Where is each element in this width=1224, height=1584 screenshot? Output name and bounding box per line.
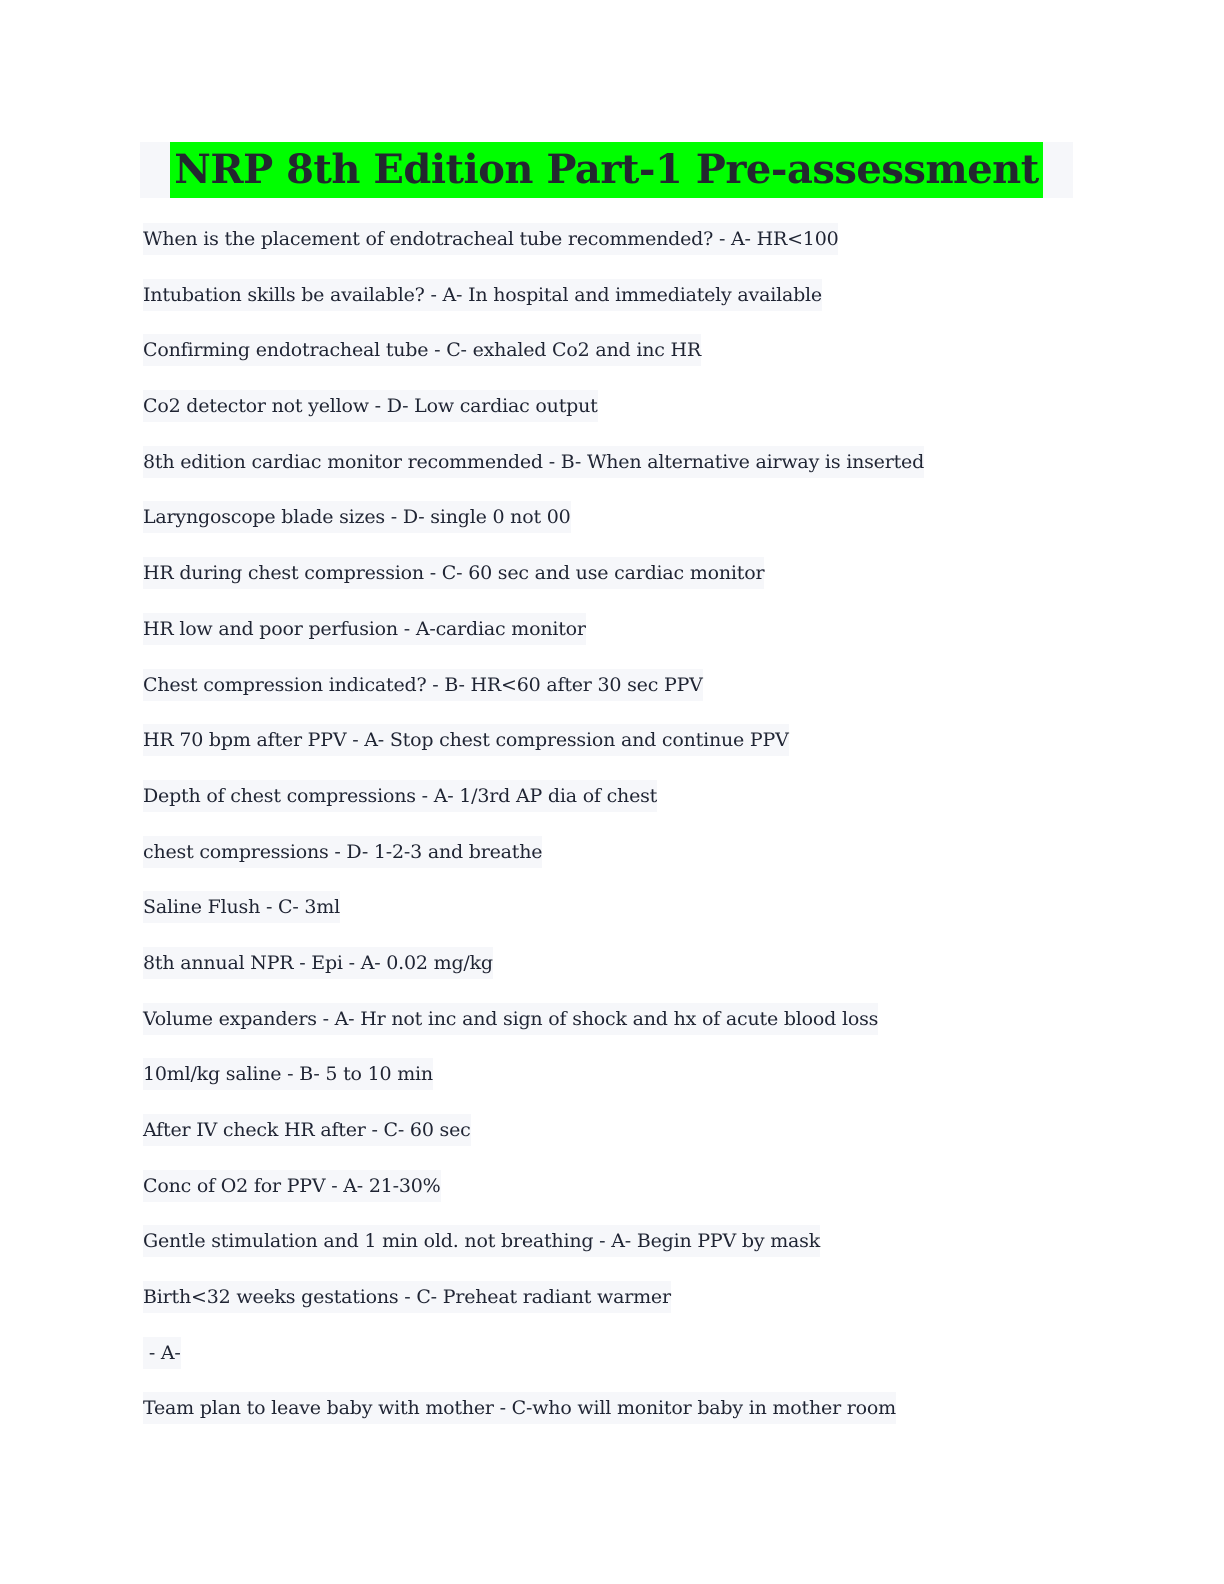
list-item [143,223,1083,279]
qa-text: Team plan to leave baby with mother - C-who will monitor baby in mother room [143,1392,896,1424]
qa-text: HR 70 bpm after PPV - A- Stop chest compression and continue PPV [143,724,789,756]
qa-text: Birth<32 weeks gestations - C- Preheat radiant warmer [143,1281,671,1313]
qa-text: Confirming endotracheal tube - C- exhaled Co2 and inc HR [143,334,701,366]
qa-text: When is the placement of endotracheal tube recommended? - A- HR<100 [143,223,838,255]
list-item [143,1392,1083,1448]
qa-list [143,223,1083,1448]
qa-text: Volume expanders - A- Hr not inc and sign of shock and hx of acute blood loss [143,1003,878,1035]
list-item [143,501,1083,557]
qa-text: Saline Flush - C- 3ml [143,891,340,923]
qa-text: HR during chest compression - C- 60 sec and use cardiac monitor [143,557,764,589]
list-item [143,836,1083,892]
list-item [143,334,1083,390]
title-band [140,142,1073,198]
qa-text: Depth of chest compressions - A- 1/3rd AP dia of chest [143,780,657,812]
list-item [143,1114,1083,1170]
list-item [143,557,1083,613]
qa-text: Conc of O2 for PPV - A- 21-30% [143,1170,441,1202]
list-item [143,1225,1083,1281]
list-item [143,669,1083,725]
qa-text: - A- [143,1337,181,1369]
qa-text: HR low and poor perfusion - A-cardiac monitor [143,613,586,645]
qa-text: Intubation skills be available? - A- In hospital and immediately available [143,279,822,311]
list-item [143,1003,1083,1059]
qa-text: Co2 detector not yellow - D- Low cardiac output [143,390,598,422]
list-item [143,1058,1083,1114]
list-item [143,1337,1083,1393]
list-item [143,279,1083,335]
qa-text: chest compressions - D- 1-2-3 and breathe [143,836,542,868]
qa-text: 8th annual NPR - Epi - A- 0.02 mg/kg [143,947,493,979]
list-item [143,1170,1083,1226]
qa-text: After IV check HR after - C- 60 sec [143,1114,471,1146]
list-item [143,780,1083,836]
list-item [143,613,1083,669]
list-item [143,724,1083,780]
page-title: NRP 8th Edition Part-1 Pre-assessment [170,142,1042,198]
qa-text: Laryngoscope blade sizes - D- single 0 not 00 [143,501,571,533]
qa-text: Gentle stimulation and 1 min old. not breathing - A- Begin PPV by mask [143,1225,820,1257]
qa-text: 8th edition cardiac monitor recommended - B- When alternative airway is inserted [143,446,924,478]
list-item [143,446,1083,502]
list-item [143,1281,1083,1337]
list-item [143,891,1083,947]
qa-text: 10ml/kg saline - B- 5 to 10 min [143,1058,433,1090]
qa-text: Chest compression indicated? - B- HR<60 after 30 sec PPV [143,669,703,701]
list-item [143,390,1083,446]
list-item [143,947,1083,1003]
